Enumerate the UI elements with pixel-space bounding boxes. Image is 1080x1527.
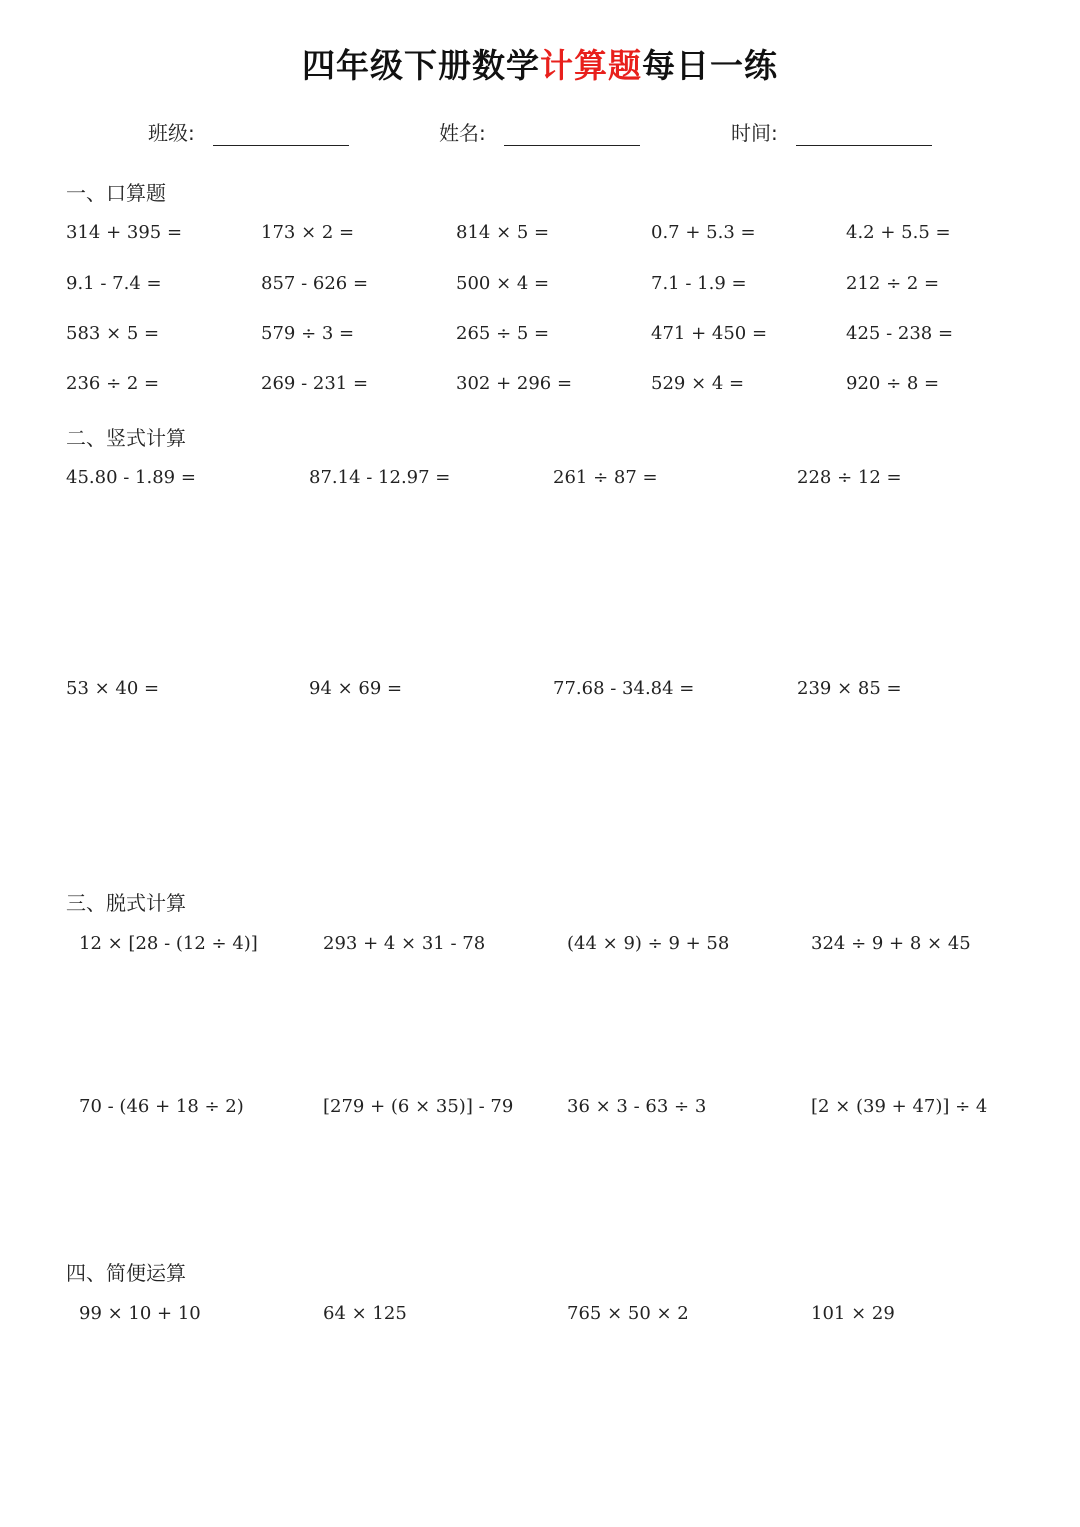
oral-problem: 7.1 - 1.9 = (651, 273, 747, 294)
vertical-problem: 45.80 - 1.89 = (66, 467, 196, 488)
oral-problem: 814 × 5 = (456, 222, 550, 243)
stepwise-problem: 324 ÷ 9 + 8 × 45 (811, 933, 971, 954)
oral-problem: 529 × 4 = (651, 373, 745, 394)
oral-problem: 4.2 + 5.5 = (846, 222, 951, 243)
oral-problem: 314 + 395 = (66, 222, 183, 243)
simplify-problem: 99 × 10 + 10 (79, 1303, 201, 1324)
oral-problem: 212 ÷ 2 = (846, 273, 940, 294)
name-blank-line[interactable] (504, 145, 640, 146)
simplify-problem: 64 × 125 (323, 1303, 407, 1324)
oral-problem: 0.7 + 5.3 = (651, 222, 756, 243)
section-heading-simplify: 四、简便运算 (66, 1261, 186, 1285)
info-row (0, 115, 1080, 155)
stepwise-problem: (44 × 9) ÷ 9 + 58 (567, 933, 730, 954)
title-part-3: 每日一练 (642, 46, 778, 85)
simplify-problem: 101 × 29 (811, 1303, 895, 1324)
time-label: 时间: (731, 121, 778, 145)
oral-problem: 500 × 4 = (456, 273, 550, 294)
stepwise-problem: 12 × [28 - (12 ÷ 4)] (79, 933, 258, 954)
section-heading-stepwise: 三、脱式计算 (66, 891, 186, 915)
vertical-problem: 77.68 - 34.84 = (553, 678, 695, 699)
oral-problem: 920 ÷ 8 = (846, 373, 940, 394)
oral-problem: 302 + 296 = (456, 373, 573, 394)
oral-problem: 265 ÷ 5 = (456, 323, 550, 344)
vertical-problem: 261 ÷ 87 = (553, 467, 658, 488)
oral-problem: 173 × 2 = (261, 222, 355, 243)
class-label: 班级: (148, 121, 195, 145)
stepwise-problem: [2 × (39 + 47)] ÷ 4 (811, 1096, 988, 1117)
title-part-1: 四年级下册数学 (302, 46, 540, 85)
oral-problem: 471 + 450 = (651, 323, 768, 344)
vertical-problem: 53 × 40 = (66, 678, 160, 699)
oral-problem: 269 - 231 = (261, 373, 369, 394)
oral-problem: 583 × 5 = (66, 323, 160, 344)
stepwise-problem: [279 + (6 × 35)] - 79 (323, 1096, 514, 1117)
vertical-problem: 228 ÷ 12 = (797, 467, 902, 488)
vertical-problem: 94 × 69 = (309, 678, 403, 699)
page-title (0, 40, 1080, 87)
vertical-problem: 239 × 85 = (797, 678, 902, 699)
oral-problem: 579 ÷ 3 = (261, 323, 355, 344)
stepwise-problem: 36 × 3 - 63 ÷ 3 (567, 1096, 707, 1117)
oral-problem: 857 - 626 = (261, 273, 369, 294)
section-heading-oral: 一、口算题 (66, 181, 166, 205)
vertical-problem: 87.14 - 12.97 = (309, 467, 451, 488)
class-blank-line[interactable] (213, 145, 349, 146)
oral-problem: 236 ÷ 2 = (66, 373, 160, 394)
time-blank-line[interactable] (796, 145, 932, 146)
oral-problem: 9.1 - 7.4 = (66, 273, 162, 294)
simplify-problem: 765 × 50 × 2 (567, 1303, 689, 1324)
oral-problem: 425 - 238 = (846, 323, 954, 344)
name-label: 姓名: (439, 121, 486, 145)
section-heading-vertical: 二、竖式计算 (66, 426, 186, 450)
title-part-highlight: 计算题 (540, 46, 642, 85)
stepwise-problem: 70 - (46 + 18 ÷ 2) (79, 1096, 244, 1117)
stepwise-problem: 293 + 4 × 31 - 78 (323, 933, 486, 954)
